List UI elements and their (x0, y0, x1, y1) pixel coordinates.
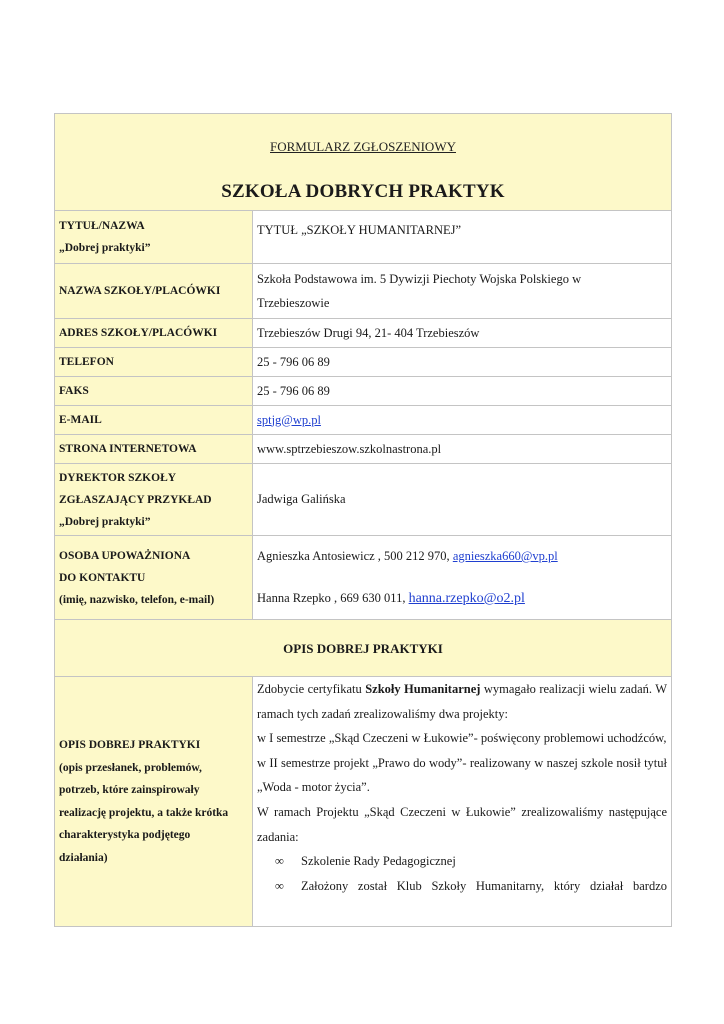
phone-label: TELEFON (55, 348, 253, 377)
director-row (55, 464, 672, 536)
task-list (257, 849, 667, 898)
title-label: TYTUŁ/NAZWA „Dobrej praktyki” (55, 211, 253, 264)
title-row (55, 211, 672, 264)
description-row (55, 677, 672, 927)
contact-person-1: Agnieszka Antosiewicz , 500 212 970, agnieszka660@vp.pl (257, 549, 558, 563)
contact-email-2-link[interactable]: hanna.rzepko@o2.pl (408, 591, 525, 606)
director-label: DYREKTOR SZKOŁY ZGŁASZAJĄCY PRZYKŁAD „Dobrej praktyki” (55, 464, 253, 536)
contact-label: OSOBA UPOWAŻNIONA DO KONTAKTU (imię, nazwisko, telefon, e-mail) (55, 536, 253, 620)
description-paragraph-3: w II semestrze projekt „Prawo do wody”- realizowany w naszej szkole nosił tytuł „Woda - motor życia”. (257, 755, 667, 795)
school-name-value: Szkoła Podstawowa im. 5 Dywizji Piechoty Wojska Polskiego w Trzebieszowie (253, 264, 672, 319)
email-label: E-MAIL (55, 406, 253, 435)
school-name-row (55, 264, 672, 319)
school-name-label: NAZWA SZKOŁY/PLACÓWKI (55, 264, 253, 319)
form-name: SZKOŁA DOBRYCH PRAKTYK (221, 181, 505, 202)
application-form-table (54, 113, 672, 927)
website-label: STRONA INTERNETOWA (55, 435, 253, 464)
email-row (55, 406, 672, 435)
form-header (55, 114, 672, 211)
school-address-row (55, 319, 672, 348)
website-value: www.sptrzebieszow.szkolnastrona.pl (253, 435, 672, 464)
phone-value: 25 - 796 06 89 (253, 348, 672, 377)
email-value (253, 406, 672, 435)
school-email-link[interactable]: sptjg@wp.pl (257, 412, 321, 427)
description-label: OPIS DOBREJ PRAKTYKI (opis przesłanek, problemów, potrzeb, które zainspirowały realizację projektu, a także krótka charakterystyka podjętego działania) (55, 677, 253, 927)
fax-label: FAKS (55, 377, 253, 406)
list-item: ∞ Założony został Klub Szkoły Humanitarny, który działał bardzo (275, 874, 667, 899)
description-value (253, 677, 672, 927)
school-address-value: Trzebieszów Drugi 94, 21- 404 Trzebieszów (253, 319, 672, 348)
list-item: ∞ Szkolenie Rady Pedagogicznej (275, 849, 667, 874)
section-row (55, 620, 672, 677)
director-value: Jadwiga Galińska (253, 464, 672, 536)
header-row (55, 114, 672, 211)
description-paragraph-2: w I semestrze „Skąd Czeczeni w Łukowie”- poświęcony problemowi uchodźców, (257, 731, 667, 746)
infinity-bullet-icon: ∞ (275, 878, 284, 893)
description-paragraph-1: Zdobycie certyfikatu Szkoły Humanitarnej wymagało realizacji wielu zadań. W ramach tych zadań zrealizowaliśmy dwa projekty: (257, 682, 667, 721)
contact-value (253, 536, 672, 620)
fax-row (55, 377, 672, 406)
form-title: FORMULARZ ZGŁOSZENIOWY (270, 139, 456, 154)
infinity-bullet-icon: ∞ (275, 854, 284, 869)
contact-person-2: Hanna Rzepko , 669 630 011, hanna.rzepko@o2.pl (257, 591, 525, 606)
website-row (55, 435, 672, 464)
school-address-label: ADRES SZKOŁY/PLACÓWKI (55, 319, 253, 348)
contact-row (55, 536, 672, 620)
fax-value: 25 - 796 06 89 (253, 377, 672, 406)
contact-email-1-link[interactable]: agnieszka660@vp.pl (452, 549, 558, 563)
title-value: TYTUŁ „SZKOŁY HUMANITARNEJ” (253, 211, 672, 264)
description-paragraph-4: W ramach Projektu „Skąd Czeczeni w Łukowie” zrealizowaliśmy następujące zadania: (257, 804, 667, 844)
form-page (54, 113, 671, 927)
phone-row (55, 348, 672, 377)
section-title: OPIS DOBREJ PRAKTYKI (55, 620, 672, 677)
